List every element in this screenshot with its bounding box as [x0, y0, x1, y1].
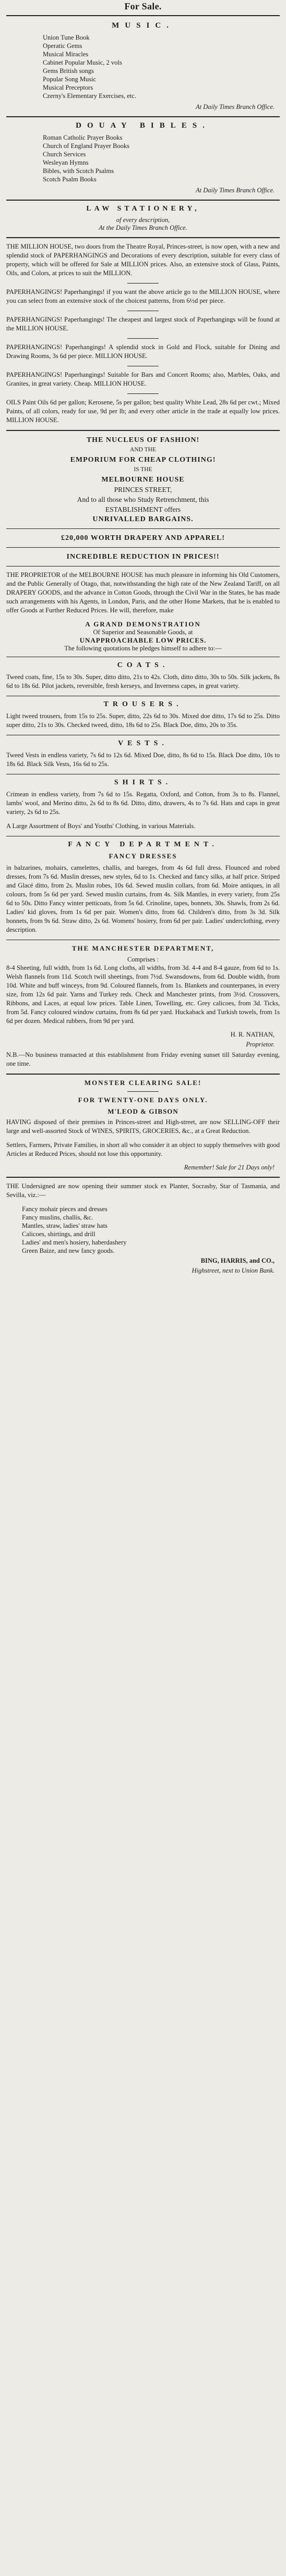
melbourne-house-banner — [6, 435, 280, 562]
monster-sub: FOR TWENTY-ONE DAYS ONLY. — [78, 1096, 208, 1104]
shirts-note: A Large Assortment of Boys' and Youths' Clothing, in various Materials. — [6, 822, 196, 830]
trousers-heading: TROUSERS. — [103, 700, 183, 708]
unapproachable-prices: UNAPPROACHABLE LOW PRICES. — [79, 636, 207, 644]
music-ad — [6, 21, 280, 111]
list-item: Musical Preceptors — [43, 84, 93, 91]
list-item: Wesleyan Hymns — [43, 159, 89, 166]
manchester-heading: THE MANCHESTER DEPARTMENT, — [72, 944, 214, 952]
nucleus-line-4: IS THE — [134, 466, 152, 473]
vests-heading: VESTS. — [118, 739, 168, 747]
list-item: Gems British songs — [43, 67, 94, 75]
list-item: Fancy muslins, challis, &c. — [22, 1214, 93, 1221]
manchester-signature: H. R. NATHAN, — [230, 1031, 275, 1038]
nucleus-line-3: EMPORIUM FOR CHEAP CLOTHING! — [70, 456, 216, 464]
fancy-text: in balzarines, mohairs, camelettes, challis, and bareges, from 4s 6d full dress. Flounced and robed dresses, from 7s 6d. Muslin dresses, new styles, 6d to 1s. Checked and fancy silks, at half price. Striped and Glacé ditto, from 2s. Muslin robes, 10s 6d. Sewed muslin collars, from 6d. Moire antiques, in all colours, from 5s 6d per yard. Sewed muslin curtains, from 4s. Silk Mantles, in every variety, from 25s 6d to 50s. Ditto Fancy winter petticoats, from 5s 6d. Crinoline, tapes, bonnets, 30s. Shawls, from 2s 6d. Ladies' kid gloves, from 1s 6d per pair. Women's ditto, from 6d. Children's ditto, from 3s 3d. Silk bonnets, from 9s 6d. Straw ditto, 2s 6d. Womens' hosiery, from 6d per pair. Ladies' underclothing, every description. — [6, 864, 280, 933]
nucleus-line-8: ESTABLISHMENT offers — [105, 506, 181, 513]
shirts-text: Crimean in endless variety, from 7s 6d to 15s. Regatta, Oxford, and Cotton, from 3s to 8s. Flannel, lambs' wool, and Merino ditto, 2s 6d to 8s 6d. Ditto, ditto, drawers, 4s to 7s 6d. Hats and caps in great variety, 2s 6d to 25s. — [6, 791, 280, 816]
music-heading: MUSIC. — [112, 21, 174, 30]
list-item: Czerny's Elementary Exercises, etc. — [43, 92, 136, 100]
douay-ad — [6, 121, 280, 194]
douay-heading: DOUAY BIBLES. — [76, 121, 210, 130]
list-item: Scotch Psalm Books — [43, 176, 97, 183]
manchester-nb: N.B.—No business transacted at this establishment from Friday evening sunset till Saturday evening, one time. — [6, 1051, 280, 1067]
list-item: Ladies' and men's hosiery, haberdashery — [22, 1239, 127, 1246]
douay-footer: At Daily Times Branch Office. — [195, 187, 275, 194]
list-item: Calicoes, shirtings, and drill — [22, 1230, 96, 1238]
douay-list — [6, 133, 280, 183]
undersigned-text: THE Undersigned are now opening their summer stock ex Planter, Socrasby, Star of Tasmania, and Sevilla, viz.:— — [6, 1182, 280, 1199]
grand-demonstration: A GRAND DEMONSTRATION — [85, 620, 201, 628]
list-item: Church of England Prayer Books — [43, 142, 129, 150]
nucleus-line-2: AND THE — [130, 447, 156, 453]
stationery-ad — [6, 205, 280, 232]
list-item: Fancy mohair pieces and dresses — [22, 1205, 108, 1213]
monster-text: HAVING disposed of their premises in Princes-street and High-street, are now SELLING-OFF their large and well-assorted Stock of WINES, SPIRITS, GROCERIES, &c., at a Great Reduction. — [6, 1118, 280, 1135]
nucleus-line-10: £20,000 WORTH DRAPERY AND APPAREL! — [61, 534, 225, 542]
monster-heading: MONSTER CLEARING SALE! — [84, 1079, 202, 1087]
list-item: Bibles, with Scotch Psalms — [43, 167, 114, 175]
list-item: Operatic Gems — [43, 42, 82, 50]
superior-goods: Of Superior and Seasonable Goods, at — [93, 628, 193, 636]
list-item: Popular Song Music — [43, 76, 97, 83]
list-item: Church Services — [43, 151, 86, 158]
page-header: For Sale. — [6, 0, 280, 16]
nucleus-line-7: And to all those who Study Retrenchment, this — [77, 496, 209, 503]
paperhangings-ad-1: PAPERHANGINGS! Paperhangings! if you want the above article go to the MILLION HOUSE, where you can select from an extensive stock of the choicest patterns, from 6½d per piece. — [6, 288, 280, 304]
stationery-sub2: At the Daily Times Branch Office. — [99, 224, 187, 231]
list-item: Musical Miracles — [43, 51, 89, 58]
nucleus-line-6: PRINCES STREET, — [114, 486, 172, 494]
undersigned-signature: BING, HARRIS, and CO., — [200, 1257, 275, 1264]
manchester-text: 8-4 Sheeting, full width, from 1s 6d. Long cloths, all widths, from 3d. 4-4 and 8-4 gauze, from 6d to 1s. Welsh flannels from 11d. Scotch twill sheetings, from 7½d. Swansdowns, from 6d. Double width, from 10d. White and buff winceys, from 9d. Coloured flannels, from 1s. Blankets and counterpanes, in every size, from 12s 6d pair. Yarns and Turkey reds. Check and Manchester prints, from 3½d. Crossovers, Ribbons, and Laces, at equal low prices. Table Linen, Towelling, etc. Grey calicoes, from 3d. Ticks, from 5d. Fancy coloured window curtains, from 8s 6d per yard. Huckaback and Turkish towels, from 1s 6d per dozen. Medical rubbers, from 9d per yard. — [6, 964, 280, 1025]
nucleus-line-9: UNRIVALLED BARGAINS. — [92, 515, 194, 523]
fancy-heading: FANCY DEPARTMENT. — [68, 841, 218, 848]
quotations-line: The following quotations he pledges himself to adhere to:— — [64, 645, 222, 652]
monster-text-2: Settlers, Farmers, Private Families, in short all who consider it an object to supply themselves with good Articles at Reduced Prices, should not lose this opportunity. — [6, 1141, 280, 1157]
nucleus-line-1: THE NUCLEUS OF FASHION! — [86, 436, 200, 444]
list-item: Roman Catholic Prayer Books — [43, 134, 123, 141]
stationery-sub1: of every description, — [116, 216, 170, 224]
list-item: Mantles, straw, ladies' straw hats — [22, 1222, 108, 1229]
monster-remember: Remember! Sale for 21 Days only! — [184, 1164, 275, 1171]
undersigned-address: Highstreet, next to Union Bank. — [192, 1267, 275, 1274]
fancy-sub: FANCY DRESSES — [109, 852, 177, 860]
coats-heading: COATS. — [117, 661, 169, 669]
shirts-heading: SHIRTS. — [114, 779, 172, 786]
coats-text: Tweed coats, fine, 15s to 30s. Super, ditto ditto, 21s to 42s. Cloth, ditto ditto, 30s to 50s. Silk jackets, 8s 6d to 18s 6d. Pilot jackets, reversible, fresh kerseys, and Inverness capes, in great variety. — [6, 673, 280, 689]
million-house-ad: THE MILLION HOUSE, two doors from the Theatre Royal, Princes-street, is now open, with a new and splendid stock of PAPERHANGINGS and Decorations of every description, suitable for every class of property, which will be offered for Sale at MILLION prices. Also, an extensive stock of Glass, Paints, Oils, and Colors, at prices to suit the MILLION. — [6, 243, 280, 277]
nucleus-line-11: INCREDIBLE REDUCTION IN PRICES!! — [66, 553, 220, 561]
paperhangings-ad-4: PAPERHANGINGS! Paperhangings! Suitable for Bars and Concert Rooms; also, Marbles, Oaks, and Granites, in great variety. Cheap. MILLION HOUSE. — [6, 371, 280, 387]
vests-text: Tweed Vests in endless variety, 7s 6d to 12s 6d. Mixed Doe, ditto, 8s 6d to 15s. Black Doe ditto, 10s to 18s 6d. Black Silk Vests, 16s 6d to 25s. — [6, 751, 280, 768]
proprietor-text: THE PROPRIETOR of the MELBOURNE HOUSE has much pleasure in informing his Old Customers, and the Public Generally of Otago, that, notwithstanding the high rate of the New Zealand Tariff, on all DRAPERY GOODS, and the advance in Cotton Goods, through the Civil War in the States, he has made such arrangements with his Agents, in London, Paris, and the other Home Markets, that he is enabled to offer Goods at Further Reduced Prices. He will, therefore, make — [6, 571, 280, 614]
oils-ad: OILS Paint Oils 6d per gallon; Kerosene, 5s per gallon; best quality White Lead, 28s 6d per cwt.; Mixed Paints, of all colors, ready for use, 9d per lb; and every other article in the trade at equally low prices. MILLION HOUSE. — [6, 399, 280, 424]
list-item: Green Baize, and new fancy goods. — [22, 1247, 115, 1254]
manchester-sub: Comprises : — [127, 956, 159, 963]
firm-name: M'LEOD & GIBSON — [108, 1107, 178, 1115]
music-footer: At Daily Times Branch Office. — [195, 103, 275, 110]
undersigned-list — [6, 1205, 280, 1255]
stationery-heading: LAW STATIONERY, — [86, 205, 200, 213]
paperhangings-ad-2: PAPERHANGINGS! Paperhangings! The cheapest and largest stock of Paperhangings will be found at the MILLION HOUSE. — [6, 316, 280, 332]
paperhangings-ad-3: PAPERHANGINGS! Paperhangings! A splendid stock in Gold and Flock, suitable for Dining and Drawing Rooms, 3s 6d per piece. MILLION HOUSE. — [6, 343, 280, 360]
nucleus-line-5: MELBOURNE HOUSE — [101, 476, 185, 484]
music-list — [6, 33, 280, 100]
list-item: Cabinet Popular Music, 2 vols — [43, 59, 122, 66]
trousers-text: Light tweed trousers, from 15s to 25s. Super, ditto, 22s 6d to 30s. Mixed doe ditto, 17s 6d to 25s. Ditto super ditto, 21s to 30s. Checked tweed, ditto, 18s 6d to 25s. Black Doe, ditto, 20s to 35s. — [6, 712, 280, 729]
manchester-signature-title: Proprietor. — [246, 1041, 275, 1048]
list-item: Union Tune Book — [43, 34, 90, 41]
